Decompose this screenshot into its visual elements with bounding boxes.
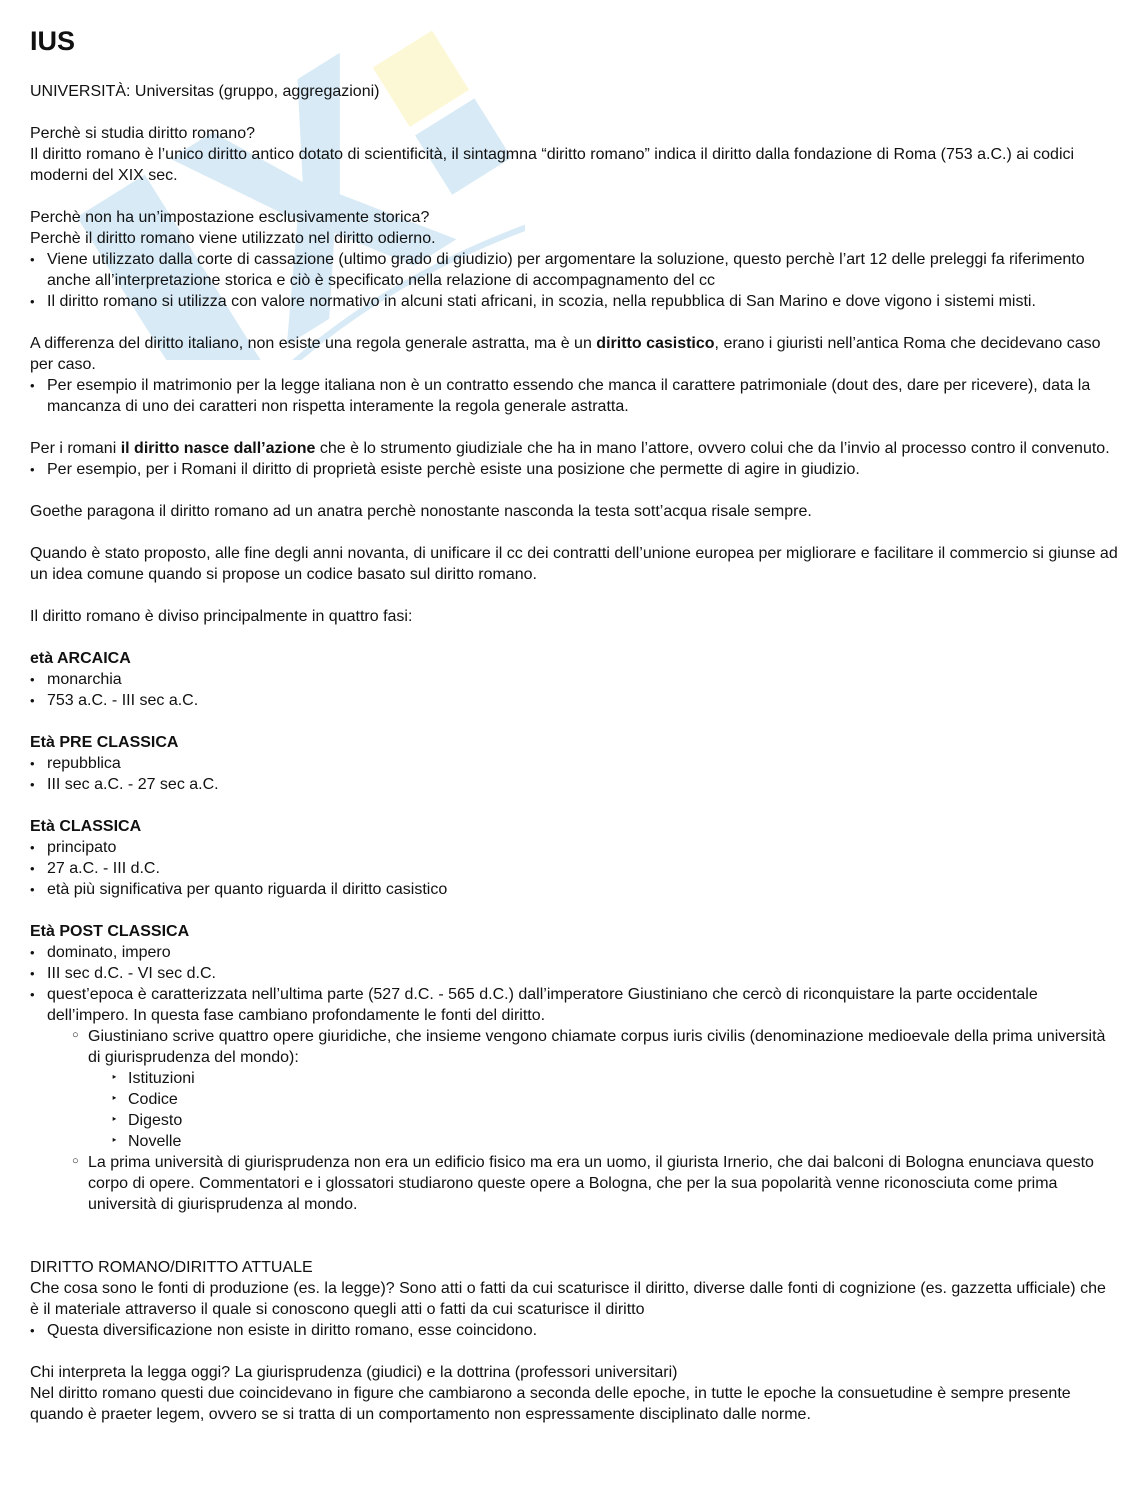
list-item [30,984,1118,1215]
list-item: ○ La prima università di giurisprudenza non era un edificio fisico ma era un uomo, il giurista Irnerio, che dai balconi di Bologna enunciava questo corpo di opere. Commentatori e i glossatori studiarono queste opere a Bologna, che per la sua popolarità venne riconosciuta come prima università di giurisprudenza al mondo. [70,1152,1118,1215]
phase-title-arcaica: età ARCAICA [30,650,131,667]
goethe-paragraph: Goethe paragona il diritto romano ad un anatra perchè nonostante nasconda la testa sott’acqua risale sempre. [30,503,812,520]
list-item: ‣ Novelle [109,1131,1118,1152]
opere-list [109,1068,1118,1152]
azione-bold: il diritto nasce dall’azione [120,440,316,457]
europa-paragraph: Quando è stato proposto, alle fine degli anni novanta, di unificare il cc dei contratti dell’unione europea per migliorare e facilitare il commercio si giunse ad un idea comune quando si propose un codice basato sul diritto romano. [30,545,1118,583]
answer-2-list [30,249,1118,312]
fonti-paragraph: Che cosa sono le fonti di produzione (es. la legge)? Sono atti o fatti da cui scaturisce il diritto, diverse dalle fonti di cognizione (es. gazzetta ufficiale) che è il materiale attraverso il quale si conoscono quegli atti o fatti da cui scaturisce il diritto [30,1280,1106,1318]
casistico-list [30,375,1118,417]
list-item: • dominato, impero [30,942,1118,963]
answer-1: Il diritto romano è l’unico diritto antico dotato di scientificità, il sintagmna “diritto romano” indica il diritto dalla fondazione di Roma (753 a.C.) ai codici moderni del XIX sec. [30,146,1075,184]
azione-list [30,459,1118,480]
question-1: Perchè si studia diritto romano? [30,125,255,142]
list-item: ‣ Digesto [109,1110,1118,1131]
phase-list-post-classica [30,942,1118,1215]
phase-title-classica: Età CLASSICA [30,818,142,835]
list-item: • Per esempio il matrimonio per la legge italiana non è un contratto essendo che manca il carattere patrimoniale (dout des, dare per ricevere), data la mancanza di uno dei caratteri non rispetta interamente la regola generale astratta. [30,375,1118,417]
phase-list-pre-classica [30,753,1118,795]
epoche-paragraph: Nel diritto romano questi due coincidevano in figure che cambiarono a seconda delle epoche, in tutte le epoche la consuetudine è sempre presente quando è praeter legem, ovvero se si tratta di un comportamento non espressamente disciplinato dalle norme. [30,1385,1071,1423]
phase-list-classica [30,837,1118,900]
list-item: • III sec a.C. - 27 sec a.C. [30,774,1118,795]
giustiniano-list [70,1026,1118,1215]
azione-paragraph: Per i romani il diritto nasce dall’azione che è lo strumento giudiziale che ha in mano l’attore, ovvero colui che da l’invio al processo contro il convenuto. [30,440,1110,457]
interpreta-line: Chi interpreta la legga oggi? La giurisprudenza (giudici) e la dottrina (professori universitari) [30,1364,678,1381]
answer-2: Perchè il diritto romano viene utilizzato nel diritto odierno. [30,230,436,247]
phase-title-pre-classica: Età PRE CLASSICA [30,734,179,751]
list-item: ‣ Codice [109,1089,1118,1110]
list-item: • Il diritto romano si utilizza con valore normativo in alcuni stati africani, in scozia, nella repubblica di San Marino e dove vigono i sistemi misti. [30,291,1118,312]
phase-title-post-classica: Età POST CLASSICA [30,923,190,940]
list-item: • età più significativa per quanto riguarda il diritto casistico [30,879,1118,900]
epoca-text: quest’epoca è caratterizzata nell’ultima parte (527 d.C. - 565 d.C.) dall’imperatore Giustiniano che cercò di riconquistare la parte occidentale dell’impero. In questa fase cambiano profondamente le fonti del diritto. [47,986,1038,1024]
list-item: • III sec d.C. - VI sec d.C. [30,963,1118,984]
list-item: • repubblica [30,753,1118,774]
phase-list-arcaica [30,669,1118,711]
list-item: ‣ Istituzioni [109,1068,1118,1089]
casistico-paragraph: A differenza del diritto italiano, non esiste una regola generale astratta, ma è un diritto casistico, erano i giuristi nell’antica Roma che decidevano caso per caso. [30,335,1101,373]
list-item: • Questa diversificazione non esiste in diritto romano, esse coincidono. [30,1320,1118,1341]
question-2: Perchè non ha un’impostazione esclusivamente storica? [30,209,430,226]
intro-line: UNIVERSITÀ: Universitas (gruppo, aggregazioni) [30,83,380,100]
list-item: • 27 a.C. - III d.C. [30,858,1118,879]
list-item: • Per esempio, per i Romani il diritto di proprietà esiste perchè esiste una posizione che permette di agire in giudizio. [30,459,1118,480]
list-item: • Viene utilizzato dalla corte di cassazione (ultimo grado di giudizio) per argomentare la soluzione, questo perchè l’art 12 delle preleggi fa riferimento anche all’interpretazione storica e ciò è specificato nella relazione di accompagnamento del cc [30,249,1118,291]
list-item: • monarchia [30,669,1118,690]
giustiniano-text: Giustiniano scrive quattro opere giuridiche, che insieme vengono chiamate corpus iuris civilis (denominazione medioevale della prima università di giurisprudenza del mondo): [88,1028,1106,1066]
fonti-list [30,1320,1118,1341]
list-item [70,1026,1118,1152]
page-title: IUS [30,26,76,56]
casistico-bold: diritto casistico [596,335,715,352]
list-item: • 753 a.C. - III sec a.C. [30,690,1118,711]
fasi-intro: Il diritto romano è diviso principalmente in quattro fasi: [30,608,413,625]
list-item: • principato [30,837,1118,858]
section-heading-attuale: DIRITTO ROMANO/DIRITTO ATTUALE [30,1259,313,1276]
